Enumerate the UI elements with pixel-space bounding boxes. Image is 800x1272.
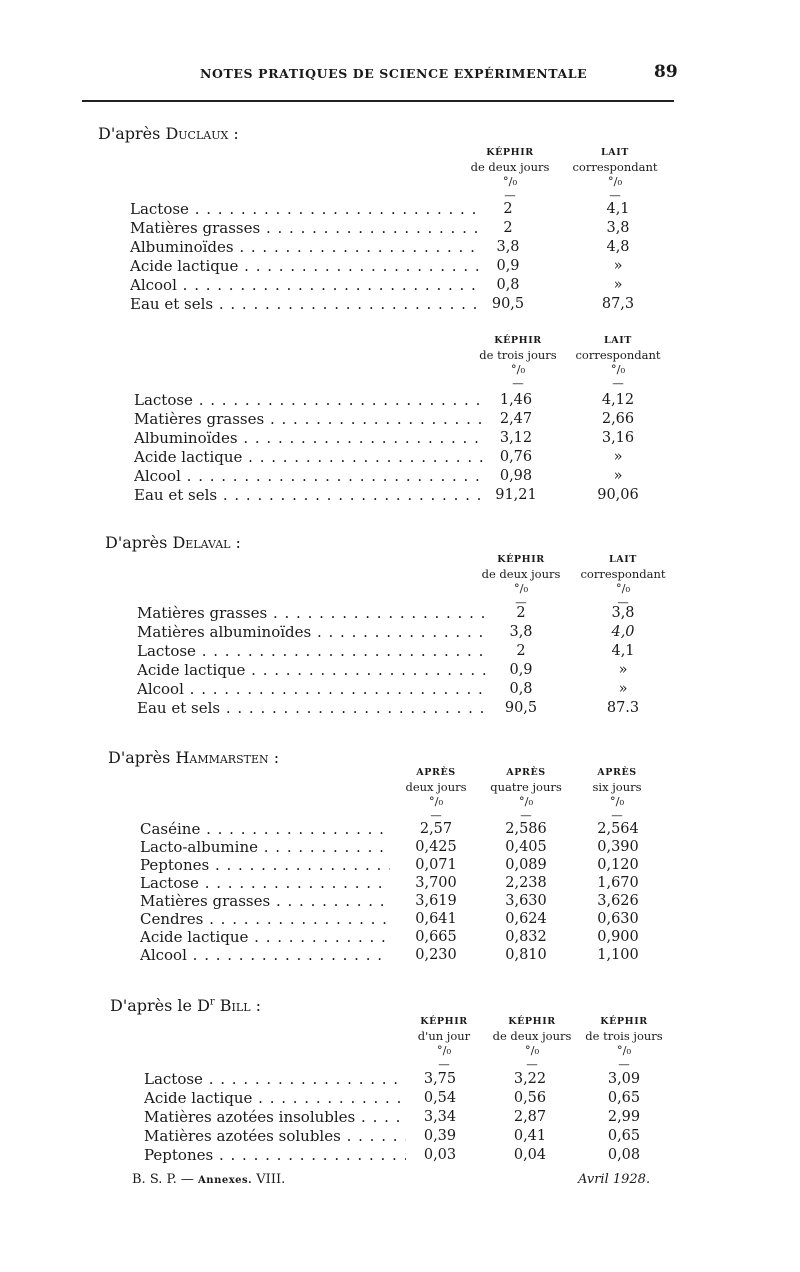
table-row xyxy=(134,486,674,505)
column-unit: °/₀ xyxy=(502,174,518,188)
row-label: Cendres . . . xyxy=(140,910,390,929)
cell-value: 0,03 xyxy=(423,1147,457,1163)
column-unit: °/₀ xyxy=(513,581,529,595)
footer-annex: Annexes. xyxy=(198,1175,253,1186)
column-subtitle: de deux jours xyxy=(470,160,550,174)
cell-value: 2,57 xyxy=(419,821,453,837)
cell-value: 2,87 xyxy=(513,1109,547,1125)
heading-colon: : xyxy=(233,124,239,143)
column-dash: — xyxy=(438,1057,450,1071)
heading-colon: : xyxy=(273,748,280,767)
heading-prefix: D'après xyxy=(98,124,161,143)
cell-value: 87,3 xyxy=(601,296,635,312)
cell-value: 2,564 xyxy=(597,821,639,837)
cell-value: 0,405 xyxy=(505,839,547,855)
column-caption: KÉPHIR xyxy=(508,1016,556,1027)
table-row xyxy=(134,448,674,467)
column-caption: LAIT xyxy=(604,335,632,346)
heading-author: Duclaux xyxy=(165,124,229,143)
row-label: Lactose . . . xyxy=(137,642,487,661)
cell-value: 2,586 xyxy=(505,821,547,837)
cell-value: 0,65 xyxy=(607,1090,641,1106)
running-title: NOTES PRATIQUES DE SCIENCE EXPÉRIMENTALE xyxy=(200,66,588,81)
row-label: Matières grasses . . . xyxy=(140,892,390,911)
table-row xyxy=(140,910,670,929)
cell-value: 0,98 xyxy=(499,468,533,484)
column-unit: °/₀ xyxy=(615,581,631,595)
heading-prefix: D'après le D xyxy=(110,996,210,1015)
row-label: Lacto-albumine . . . xyxy=(140,838,390,857)
cell-value: 0,630 xyxy=(597,911,639,927)
column-dash: — xyxy=(515,595,527,609)
section-heading-bill xyxy=(110,996,261,1015)
column-header xyxy=(398,1015,490,1071)
cell-value: 0,04 xyxy=(513,1147,547,1163)
cell-value: » xyxy=(613,277,623,293)
cell-value: 2,66 xyxy=(601,411,635,427)
table-row xyxy=(137,680,677,699)
cell-value: » xyxy=(613,468,623,484)
column-subtitle: d'un jour xyxy=(417,1029,471,1043)
page-number: 89 xyxy=(654,62,678,82)
table-row xyxy=(134,429,674,448)
column-dash: — xyxy=(526,1057,538,1071)
row-label: Acide lactique . . . xyxy=(144,1089,406,1108)
table-row xyxy=(130,295,670,314)
cell-value: 0,120 xyxy=(597,857,639,873)
column-unit: °/₀ xyxy=(510,362,526,376)
cell-value: 0,900 xyxy=(597,929,639,945)
row-label: Matières grasses . . . xyxy=(130,219,480,238)
section-heading-delaval xyxy=(105,533,241,552)
section-heading-duclaux xyxy=(98,124,239,143)
header-rule xyxy=(82,100,674,102)
row-label: Acide lactique . . . xyxy=(130,257,480,276)
cell-value: 2,238 xyxy=(505,875,547,891)
table-row xyxy=(140,928,670,947)
row-label: Albuminoïdes . . . xyxy=(134,429,484,448)
cell-value: 0,641 xyxy=(415,911,457,927)
row-label: Peptones . . . xyxy=(144,1146,406,1165)
cell-value: 2,99 xyxy=(607,1109,641,1125)
cell-value: 3,630 xyxy=(505,893,547,909)
heading-author: Hammarsten xyxy=(175,748,269,767)
heading-superscript: r xyxy=(209,996,215,1008)
row-label: Acide lactique . . . xyxy=(140,928,390,947)
row-label: Acide lactique . . . xyxy=(137,661,487,680)
cell-value: 0,425 xyxy=(415,839,457,855)
table-row xyxy=(137,642,677,661)
column-subtitle: correspondant xyxy=(572,160,658,174)
row-label: Eau et sels . . . xyxy=(137,699,487,718)
cell-value: 0,8 xyxy=(496,277,520,293)
column-header xyxy=(392,766,480,822)
cell-value: 0,39 xyxy=(423,1128,457,1144)
cell-value: 2 xyxy=(503,201,513,217)
column-unit: °/₀ xyxy=(524,1043,540,1057)
footer-volume: VIII. xyxy=(256,1172,286,1187)
row-label: Lactose . . . xyxy=(134,391,484,410)
cell-value: 3,626 xyxy=(597,893,639,909)
column-subtitle: correspondant xyxy=(580,567,666,581)
cell-value: 0,76 xyxy=(499,449,533,465)
column-caption: KÉPHIR xyxy=(486,147,534,158)
cell-value: 0,9 xyxy=(496,258,520,274)
cell-value: 4,12 xyxy=(601,392,635,408)
column-header xyxy=(568,553,678,609)
row-label: Albuminoïdes . . . xyxy=(130,238,480,257)
cell-value: 4,8 xyxy=(606,239,630,255)
cell-value: 3,8 xyxy=(606,220,630,236)
table-row xyxy=(144,1108,674,1127)
column-caption: KÉPHIR xyxy=(600,1016,648,1027)
column-dash: — xyxy=(520,808,532,822)
cell-value: 0,390 xyxy=(597,839,639,855)
section-heading-hammarsten xyxy=(108,748,279,767)
column-unit: °/₀ xyxy=(609,794,625,808)
cell-value: 4,0 xyxy=(611,624,635,640)
table-row xyxy=(130,219,670,238)
cell-value: » xyxy=(618,681,628,697)
row-label: Lactose . . . xyxy=(144,1070,406,1089)
table-row xyxy=(144,1146,674,1165)
cell-value: 3,8 xyxy=(509,624,533,640)
cell-value: 0,08 xyxy=(607,1147,641,1163)
column-dash: — xyxy=(618,1057,630,1071)
cell-value: 0,9 xyxy=(509,662,533,678)
cell-value: 90,06 xyxy=(597,487,639,503)
column-subtitle: six jours xyxy=(592,780,642,794)
column-subtitle: de trois jours xyxy=(479,348,557,362)
cell-value: 1,46 xyxy=(499,392,533,408)
column-subtitle: de deux jours xyxy=(481,567,561,581)
heading-prefix: D'après xyxy=(105,533,168,552)
cell-value: 90,5 xyxy=(504,700,538,716)
heading-author: Bill xyxy=(219,996,251,1015)
table-row xyxy=(134,391,674,410)
table-row xyxy=(144,1089,674,1108)
cell-value: 2,47 xyxy=(499,411,533,427)
footer-left xyxy=(132,1172,285,1187)
row-label: Matières azotées solubles . . . xyxy=(144,1127,406,1146)
heading-prefix: D'après xyxy=(108,748,171,767)
column-unit: °/₀ xyxy=(610,362,626,376)
cell-value: 0,65 xyxy=(607,1128,641,1144)
row-label: Acide lactique . . . xyxy=(134,448,484,467)
cell-value: 3,09 xyxy=(607,1071,641,1087)
cell-value: 0,54 xyxy=(423,1090,457,1106)
column-header xyxy=(484,1015,580,1071)
column-header xyxy=(466,334,570,390)
column-subtitle: quatre jours xyxy=(490,780,562,794)
table-row xyxy=(137,661,677,680)
column-dash: — xyxy=(617,595,629,609)
column-header xyxy=(574,766,660,822)
cell-value: 0,56 xyxy=(513,1090,547,1106)
cell-value: 4,1 xyxy=(611,643,635,659)
row-label: Alcool . . . xyxy=(134,467,484,486)
cell-value: 0,089 xyxy=(505,857,547,873)
cell-value: 0,810 xyxy=(505,947,547,963)
cell-value: 0,071 xyxy=(415,857,457,873)
column-subtitle: de deux jours xyxy=(492,1029,572,1043)
row-label: Matières albuminoïdes . . . xyxy=(137,623,487,642)
row-label: Matières azotées insolubles . . . xyxy=(144,1108,406,1127)
column-caption: KÉPHIR xyxy=(420,1016,468,1027)
column-subtitle: correspondant xyxy=(575,348,661,362)
cell-value: 91,21 xyxy=(495,487,537,503)
heading-author: Delaval xyxy=(172,533,231,552)
column-subtitle: deux jours xyxy=(405,780,467,794)
column-dash: — xyxy=(512,376,524,390)
column-unit: °/₀ xyxy=(518,794,534,808)
cell-value: 90,5 xyxy=(491,296,525,312)
table-row xyxy=(140,856,670,875)
row-label: Eau et sels . . . xyxy=(134,486,484,505)
row-label: Matières grasses . . . xyxy=(137,604,487,623)
cell-value: 3,12 xyxy=(499,430,533,446)
cell-value: 0,665 xyxy=(415,929,457,945)
row-label: Eau et sels . . . xyxy=(130,295,480,314)
cell-value: 87.3 xyxy=(606,700,640,716)
column-header xyxy=(480,766,572,822)
table-row xyxy=(140,892,670,911)
row-label: Peptones . . . xyxy=(140,856,390,875)
column-dash: — xyxy=(504,188,516,202)
cell-value: 3,8 xyxy=(496,239,520,255)
cell-value: 0,624 xyxy=(505,911,547,927)
column-header xyxy=(560,146,670,202)
table-row xyxy=(137,623,677,642)
cell-value: 3,34 xyxy=(423,1109,457,1125)
column-unit: °/₀ xyxy=(428,794,444,808)
column-dash: — xyxy=(609,188,621,202)
table-row xyxy=(140,946,670,965)
table-row xyxy=(130,276,670,295)
cell-value: 4,1 xyxy=(606,201,630,217)
table-row xyxy=(144,1070,674,1089)
heading-colon: : xyxy=(235,533,241,552)
cell-value: 0,8 xyxy=(509,681,533,697)
cell-value: 2 xyxy=(516,605,526,621)
column-dash: — xyxy=(611,808,623,822)
column-unit: °/₀ xyxy=(607,174,623,188)
row-label: Matières grasses . . . xyxy=(134,410,484,429)
table-row xyxy=(140,820,670,839)
cell-value: 3,700 xyxy=(415,875,457,891)
column-header xyxy=(468,553,574,609)
column-header xyxy=(576,1015,672,1071)
table-row xyxy=(144,1127,674,1146)
heading-colon: : xyxy=(255,996,261,1015)
table-row xyxy=(134,410,674,429)
row-label: Caséine . . . xyxy=(140,820,390,839)
cell-value: 0,832 xyxy=(505,929,547,945)
cell-value: 3,8 xyxy=(611,605,635,621)
column-unit: °/₀ xyxy=(436,1043,452,1057)
cell-value: 0,230 xyxy=(415,947,457,963)
row-label: Lactose . . . xyxy=(130,200,480,219)
column-caption: APRÈS xyxy=(597,767,637,778)
cell-value: 3,619 xyxy=(415,893,457,909)
cell-value: 1,100 xyxy=(597,947,639,963)
cell-value: » xyxy=(618,662,628,678)
cell-value: 1,670 xyxy=(597,875,639,891)
cell-value: » xyxy=(613,258,623,274)
column-caption: KÉPHIR xyxy=(497,554,545,565)
cell-value: 2 xyxy=(503,220,513,236)
column-unit: °/₀ xyxy=(616,1043,632,1057)
table-row xyxy=(134,467,674,486)
row-label: Alcool . . . xyxy=(137,680,487,699)
cell-value: » xyxy=(613,449,623,465)
row-label: Alcool . . . xyxy=(140,946,390,965)
column-dash: — xyxy=(612,376,624,390)
column-dash: — xyxy=(430,808,442,822)
column-caption: LAIT xyxy=(601,147,629,158)
table-row xyxy=(130,238,670,257)
column-subtitle: de trois jours xyxy=(585,1029,663,1043)
table-row xyxy=(130,257,670,276)
column-caption: KÉPHIR xyxy=(494,335,542,346)
cell-value: 3,16 xyxy=(601,430,635,446)
table-row xyxy=(140,838,670,857)
table-row xyxy=(140,874,670,893)
table-row xyxy=(137,604,677,623)
column-caption: LAIT xyxy=(609,554,637,565)
column-header xyxy=(458,146,562,202)
cell-value: 3,22 xyxy=(513,1071,547,1087)
table-row xyxy=(137,699,677,718)
footer-prefix: B. S. P. — xyxy=(132,1172,194,1187)
cell-value: 0,41 xyxy=(513,1128,547,1144)
table-row xyxy=(130,200,670,219)
footer-date: Avril 1928. xyxy=(578,1172,651,1187)
column-header xyxy=(562,334,674,390)
column-caption: APRÈS xyxy=(506,767,546,778)
row-label: Lactose . . . xyxy=(140,874,390,893)
row-label: Alcool . . . xyxy=(130,276,480,295)
cell-value: 3,75 xyxy=(423,1071,457,1087)
cell-value: 2 xyxy=(516,643,526,659)
column-caption: APRÈS xyxy=(416,767,456,778)
